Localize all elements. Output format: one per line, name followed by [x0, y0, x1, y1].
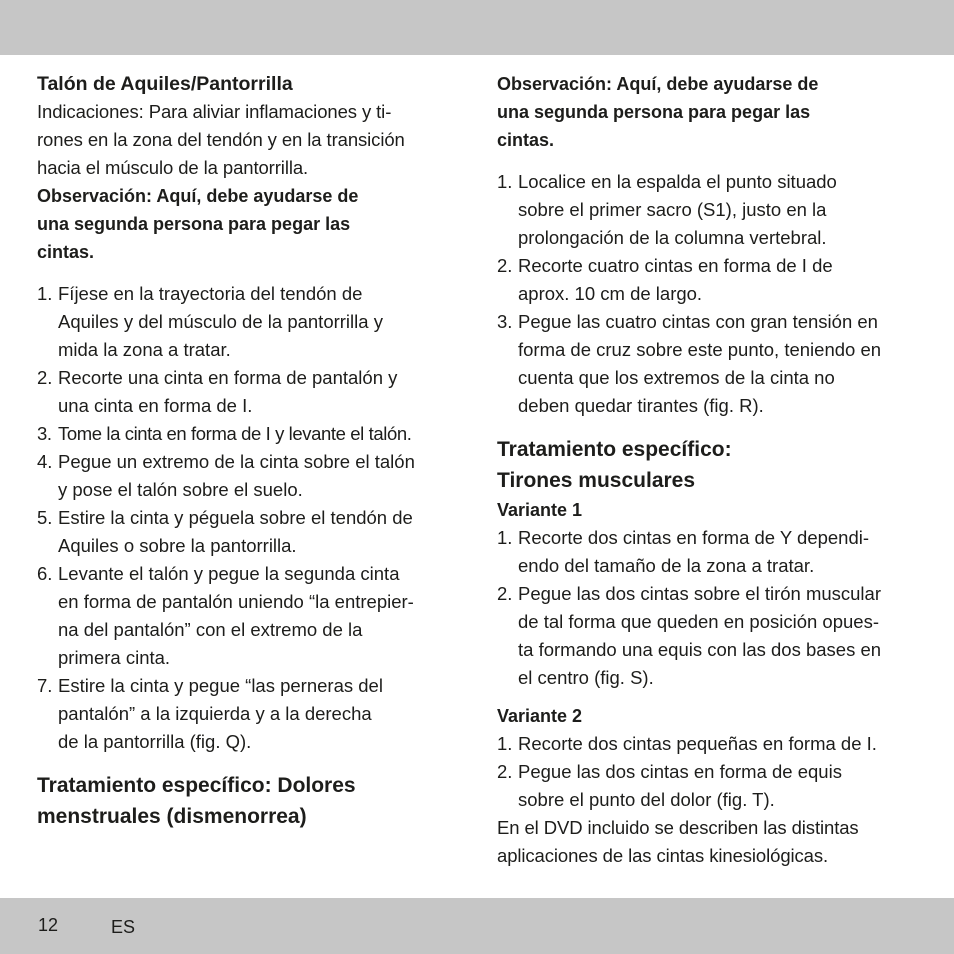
heading-line: menstruales (dismenorrea) — [37, 805, 307, 828]
step-text: el centro (fig. S). — [518, 667, 654, 688]
step-number: 1. — [497, 171, 513, 192]
step-number: 6. — [37, 563, 53, 584]
achilles-steps-list — [37, 280, 462, 756]
list-item — [37, 448, 462, 504]
step-text: pantalón” a la izquierda y a la derecha — [58, 703, 372, 724]
note-line: Observación: Aquí, debe ayudarse de — [37, 186, 359, 206]
section-heading-dysmenorrhea — [37, 770, 462, 832]
note-line: una segunda persona para pegar las — [37, 214, 351, 234]
list-item — [37, 560, 462, 672]
step-text: Pegue las cuatro cintas con gran tensión en — [518, 311, 878, 332]
section-heading-achilles: Talón de Aquiles/Pantorrilla — [37, 73, 293, 95]
step-number: 2. — [497, 255, 513, 276]
step-text: Localice en la espalda el punto situado — [518, 171, 837, 192]
variant-1-label: Variante 1 — [497, 500, 583, 520]
list-item — [37, 364, 462, 420]
step-text: Aquiles o sobre la pantorrilla. — [58, 535, 297, 556]
list-item — [37, 504, 462, 560]
step-text: Estire la cinta y péguela sobre el tendón de — [58, 507, 413, 528]
step-number: 7. — [37, 675, 53, 696]
heading-line: Tratamiento específico: Dolores — [37, 774, 356, 797]
language-code: ES — [111, 917, 136, 937]
step-text: y pose el talón sobre el suelo. — [58, 479, 303, 500]
step-text: Estire la cinta y pegue “las perneras del — [58, 675, 383, 696]
step-number: 4. — [37, 451, 53, 472]
list-item — [37, 280, 462, 364]
header-band — [0, 0, 954, 55]
left-column — [37, 70, 462, 832]
step-text: cuenta que los extremos de la cinta no — [518, 367, 835, 388]
step-number: 3. — [497, 311, 513, 332]
right-column — [497, 70, 922, 870]
list-item — [37, 420, 462, 448]
step-text: primera cinta. — [58, 647, 171, 668]
indications-line: Indicaciones: Para aliviar inflamaciones y ti- — [37, 101, 392, 122]
step-number: 2. — [497, 583, 513, 604]
list-item — [497, 524, 922, 580]
step-text: na del pantalón” con el extremo de la — [58, 619, 363, 640]
note-paragraph — [37, 182, 462, 266]
step-text: Recorte dos cintas pequeñas en forma de I. — [518, 733, 877, 754]
indications-paragraph — [37, 98, 462, 182]
step-number: 1. — [497, 733, 513, 754]
dvd-paragraph — [497, 814, 922, 870]
variant-1-steps-list — [497, 524, 922, 692]
note-line: Observación: Aquí, debe ayudarse de — [497, 74, 819, 94]
list-item — [497, 730, 922, 758]
note-line: una segunda persona para pegar las — [497, 102, 811, 122]
dvd-line: aplicaciones de las cintas kinesiológicas. — [497, 845, 829, 866]
note-line: cintas. — [37, 242, 95, 262]
variant-2-steps-list — [497, 730, 922, 814]
step-text: aprox. 10 cm de largo. — [518, 283, 703, 304]
step-text: Levante el talón y pegue la segunda cinta — [58, 563, 400, 584]
step-number: 2. — [497, 761, 513, 782]
step-text: Recorte una cinta en forma de pantalón y — [58, 367, 398, 388]
list-item — [497, 252, 922, 308]
step-text: Recorte cuatro cintas en forma de I de — [518, 255, 833, 276]
list-item — [497, 168, 922, 252]
note-line: cintas. — [497, 130, 555, 150]
dysmenorrhea-steps-list — [497, 168, 922, 420]
section-heading-muscle-strains — [497, 434, 922, 496]
step-text: de la pantorrilla (fig. Q). — [58, 731, 252, 752]
variant-2-label: Variante 2 — [497, 706, 583, 726]
step-text: Recorte dos cintas en forma de Y dependi- — [518, 527, 870, 548]
list-item — [497, 758, 922, 814]
heading-line: Tirones musculares — [497, 469, 696, 492]
step-text: sobre el punto del dolor (fig. T). — [518, 789, 775, 810]
dvd-line: En el DVD incluido se describen las distintas — [497, 817, 859, 838]
indications-line: rones en la zona del tendón y en la transición — [37, 129, 405, 150]
list-item — [497, 308, 922, 420]
list-item — [497, 580, 922, 692]
step-text: de tal forma que queden en posición opues- — [518, 611, 880, 632]
footer-band — [0, 898, 954, 954]
indications-line: hacia el músculo de la pantorrilla. — [37, 157, 309, 178]
note-paragraph — [497, 70, 922, 154]
step-text: forma de cruz sobre este punto, teniendo en — [518, 339, 882, 360]
step-text: una cinta en forma de I. — [58, 395, 253, 416]
step-text: en forma de pantalón uniendo “la entrepier- — [58, 591, 414, 612]
step-text: Tome la cinta en forma de I y levante el talón. — [58, 423, 412, 444]
step-number: 3. — [37, 423, 52, 444]
step-text: prolongación de la columna vertebral. — [518, 227, 827, 248]
step-text: deben quedar tirantes (fig. R). — [518, 395, 764, 416]
step-text: Pegue un extremo de la cinta sobre el talón — [58, 451, 415, 472]
step-number: 5. — [37, 507, 53, 528]
heading-line: Tratamiento específico: — [497, 438, 732, 461]
step-text: endo del tamaño de la zona a tratar. — [518, 555, 815, 576]
step-text: ta formando una equis con las dos bases en — [518, 639, 882, 660]
step-text: Aquiles y del músculo de la pantorrilla y — [58, 311, 383, 332]
step-text: Pegue las dos cintas sobre el tirón muscular — [518, 583, 881, 604]
step-number: 2. — [37, 367, 53, 388]
step-number: 1. — [497, 527, 513, 548]
step-number: 1. — [37, 283, 53, 304]
step-text: Fíjese en la trayectoria del tendón de — [58, 283, 363, 304]
step-text: sobre el primer sacro (S1), justo en la — [518, 199, 827, 220]
page-number: 12 — [38, 915, 59, 935]
list-item — [37, 672, 462, 756]
step-text: mida la zona a tratar. — [58, 339, 231, 360]
step-text: Pegue las dos cintas en forma de equis — [518, 761, 842, 782]
